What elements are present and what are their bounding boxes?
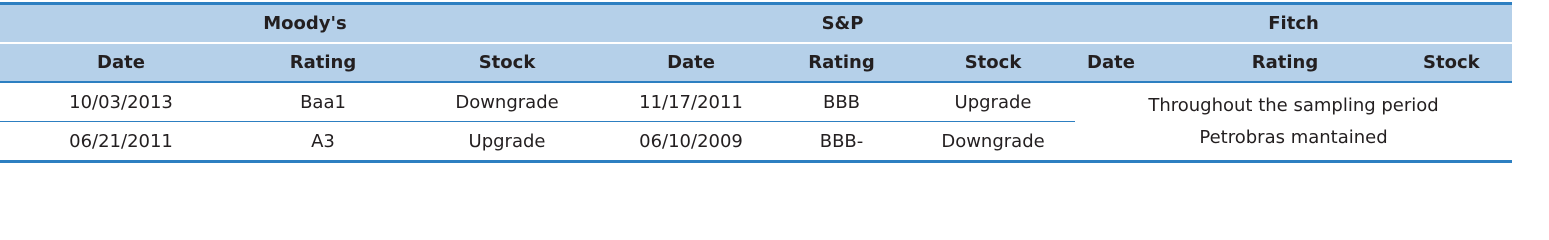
moodys-rating-cell: A3: [242, 122, 404, 162]
sp-date-cell: 11/17/2011: [610, 82, 772, 122]
moodys-stock-cell: Upgrade: [404, 122, 610, 162]
agency-sp-header: S&P: [610, 4, 1075, 44]
fitch-stock-header: Stock: [1423, 43, 1512, 82]
agency-header-row: [0, 4, 1512, 44]
fitch-note-line2: Petrobras mantained: [1199, 126, 1388, 148]
sp-rating-header: Rating: [772, 43, 911, 82]
sp-date-header: Date: [610, 43, 772, 82]
fitch-note-line1: Throughout the sampling period: [1148, 94, 1439, 116]
agency-moodys-header: Moody's: [0, 4, 610, 44]
table-row: [0, 82, 1512, 122]
sp-stock-header: Stock: [911, 43, 1075, 82]
moodys-rating-header: Rating: [242, 43, 404, 82]
ratings-table: [0, 2, 1512, 163]
column-header-row: [0, 43, 1512, 82]
agency-fitch-header: Fitch: [1075, 4, 1512, 44]
sp-stock-cell: Upgrade: [911, 82, 1075, 122]
moodys-stock-cell: Downgrade: [404, 82, 610, 122]
moodys-date-header: Date: [0, 43, 242, 82]
moodys-rating-cell: Baa1: [242, 82, 404, 122]
moodys-stock-header: Stock: [404, 43, 610, 82]
moodys-date-cell: 10/03/2013: [0, 82, 242, 122]
moodys-date-cell: 06/21/2011: [0, 122, 242, 162]
sp-rating-cell: BBB: [772, 82, 911, 122]
sp-rating-cell: BBB-: [772, 122, 911, 162]
sp-date-cell: 06/10/2009: [610, 122, 772, 162]
sp-stock-cell: Downgrade: [911, 122, 1075, 162]
fitch-date-header: Date: [1075, 43, 1147, 82]
fitch-note-cell: [1075, 82, 1512, 162]
fitch-rating-header: Rating: [1147, 43, 1423, 82]
